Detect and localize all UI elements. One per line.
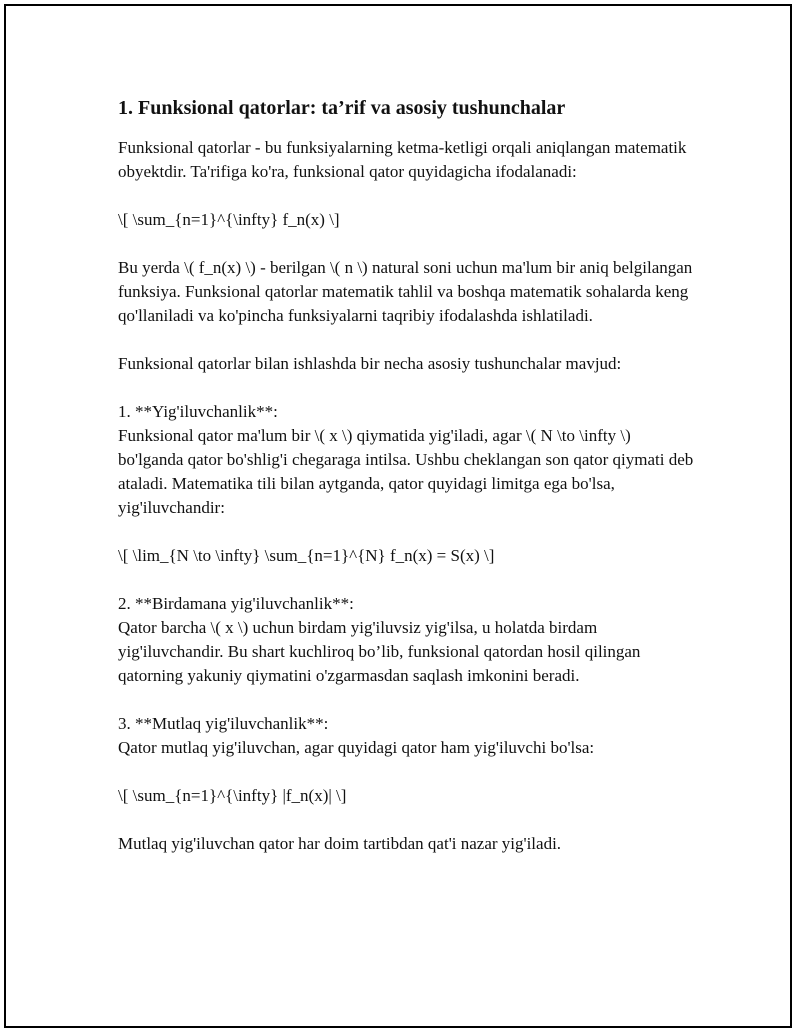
closing-paragraph: Mutlaq yig'iluvchan qator har doim tartibdan qat'i nazar yig'iladi.: [118, 834, 562, 853]
concept-title: 1. **Yig'iluvchanlik**:: [118, 402, 278, 421]
series-formula: \[ \sum_{n=1}^{\infty} f_n(x) \]: [118, 210, 340, 229]
limit-formula: \[ \lim_{N \to \infty} \sum_{n=1}^{N} f_n(x) = S(x) \]: [118, 546, 495, 565]
concepts-intro: Funksional qatorlar bilan ishlashda bir necha asosiy tushunchalar mavjud:: [118, 354, 622, 373]
concept-title: 3. **Mutlaq yig'iluvchanlik**:: [118, 714, 329, 733]
concept-text: Qator mutlaq yig'iluvchan, agar quyidagi qator ham yig'iluvchi bo'lsa:: [118, 738, 595, 757]
concept-title: 2. **Birdamana yig'iluvchanlik**:: [118, 594, 354, 613]
concept-text: Funksional qator ma'lum bir \( x \) qiymatida yig'iladi, agar \( N \to \infty \) bo'lganda qator bo'shlig'i chegaraga intilsa. Ushbu cheklangan son qator qiymati deb ataladi. Matematika tili bilan aytganda, qator quyidagi limitga ega bo'lsa, yig'iluvchandir:: [118, 426, 694, 517]
explanation-paragraph: Bu yerda \( f_n(x) \) - berilgan \( n \) natural soni uchun ma'lum bir aniq belgilangan funksiya. Funksional qatorlar matematik tahlil va boshqa matematik sohalarda keng qo'llaniladi va ko'pincha funksiyalarni taqribiy ifodalashda ishlatiladi.: [118, 258, 693, 325]
document-body: [118, 96, 698, 880]
concept-item-absolute-convergence: [118, 712, 698, 760]
absolute-series-formula: \[ \sum_{n=1}^{\infty} |f_n(x)| \]: [118, 786, 347, 805]
concept-item-uniform-convergence: [118, 592, 698, 688]
concept-text: Qator barcha \( x \) uchun birdam yig'iluvsiz yig'ilsa, u holatda birdam yig'iluvchandir. Bu shart kuchliroq bo’lib, funksional qatordan hosil qilingan qatorning yakuniy qiymatini o'zgarmasdan saqlash imkonini beradi.: [118, 618, 641, 685]
intro-paragraph: Funksional qatorlar - bu funksiyalarning ketma-ketligi orqali aniqlangan matematik obyektdir. Ta'rifiga ko'ra, funksional qator quyidagicha ifodalanadi:: [118, 138, 687, 181]
section-heading: 1. Funksional qatorlar: ta’rif va asosiy tushunchalar: [118, 97, 566, 119]
concept-item-convergence: [118, 400, 698, 520]
